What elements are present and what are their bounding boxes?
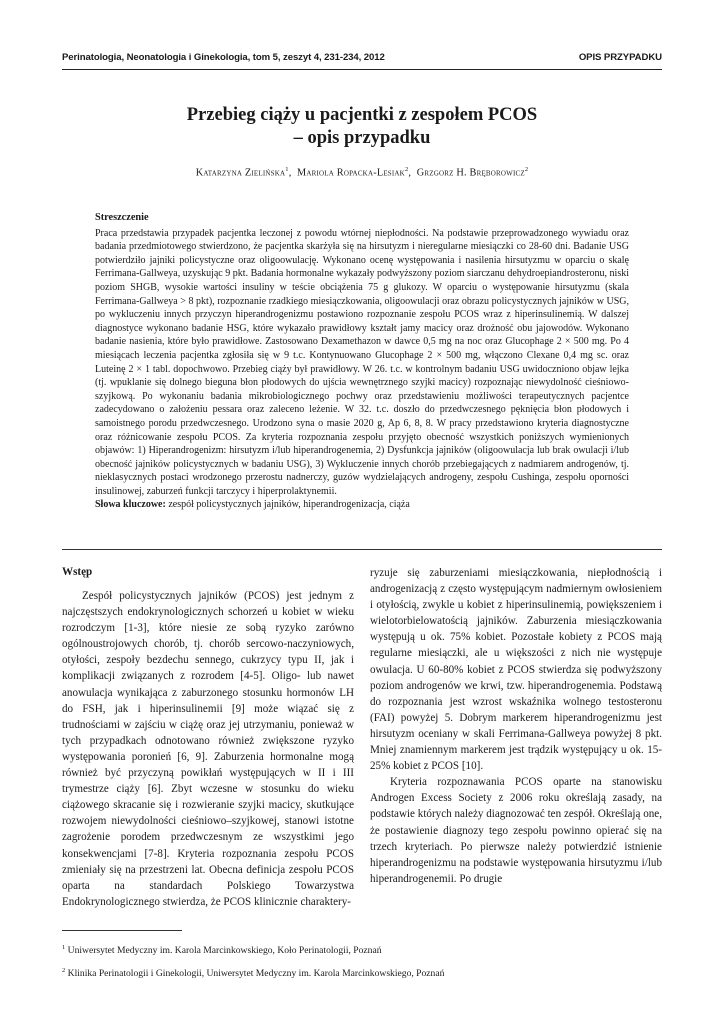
author-affiliation-mark: 2 [404,166,409,173]
author-affiliation-mark: 2 [524,166,529,173]
body-paragraph: Kryteria rozpoznawania PCOS oparte na stanowisku Androgen Excess Society z 2006 roku określają zasady, na podstawie których należy diagnozować ten zespół. Określają one, że postawienie diagnozy tego zespołu powinno opierać się na trzech kryteriach. Po pierwsze należy potwierdzić istnienie hiperandrogenizmu na podstawie występowania hirsutyzmu i/lub hiperandrogenemii. Po drugie [370,776,662,885]
footnote-text: Klinika Perinatologii i Ginekologii, Uniwersytet Medyczny im. Karola Marcinkowskiego, Poznań [67,968,445,980]
title-line-2: – opis przypadku [293,128,431,148]
footnote-text: Uniwersytet Medyczny im. Karola Marcinkowskiego, Koło Perinatologii, Poznań [67,945,382,957]
author-affiliation-mark: 1 [285,166,289,173]
abstract-section [95,211,629,512]
keywords-text: zespół policystycznych jajników, hiperandrogenizacja, ciąża [168,499,410,511]
footnote-mark: 1 [62,944,66,951]
article-title [62,104,662,150]
footnote-mark: 2 [62,967,66,975]
body-column-left [62,564,354,910]
header-divider [62,69,662,70]
author-list: Katarzyna Zielińska$^1$, Mariola Ropacka-Lesiak$^2$, Grzgorz H. Bręborowicz$^2$ [195,166,529,179]
body-column-right [370,565,662,887]
abstract-text: Praca przedstawia przypadek pacjentka leczonej z powodu wtórnej niepłodności. Na podstawie przeprowadzonego wywiadu oraz badania przedmiotowego stwierdzono, że pacjentka skarżyła się na hirsutyzm i nieregularne miesiączki co 28-60 dni. Badanie USG potwierdziło jajniki policystyczne oraz oligoowulację. Wykonano ocenę występowania i nasilenia hirsutyzmu w oparciu o skalę Ferrimana-Gallweya, uzyskując 9 pkt. Badania hormonalne wykazały podwyższony poziom siarczanu dehydroepiandrosteronu, niski poziom SHGB, wysokie wartości insuliny w teście obciążenia 75 g glukozy. W oparciu o występowanie hirsutyzmu (skala Ferrimana-Gallweya > 8 pkt), rozpoznanie rzadkiego miesiączkowania, oligoowulacji oraz obrazu policystycznych jajników w USG, po wykluczeniu innych przyczyn hiperandrogenizmu postawiono rozpoznanie zespołu PCOS wraz z hiperinsulinemią. W dalszej diagnostyce wykonano badanie HSG, które wykazało prawidłowy kształt jamy macicy oraz drożność obu jajowodów. Wykonano badanie nasienia, które było prawidłowe. Zastosowano Dexamethazon w dawce 0,5 mg na noc oraz Glucophage 2 × 500 mg. Po 4 miesiącach leczenia pacjentka zgłosiła się w 9 t.c. Kontynuowano Glucophage 2 × 500 mg, włączono Clexane 0,4 mg sc. oraz Luteinę 2 × 1 tabl. dopochwowo. Przebieg ciąży był prawidłowy. W 26. t.c. w kontrolnym badaniu USG uwidoczniono objaw lejka (tj. wpuklanie się dolnego bieguna błon płodowych do ujścia wewnętrznego szyjki macicy) rozpoznając niewydolność cieśniowo-szyjkową. Po wykonaniu badania mikrobiologicznego pochwy oraz przedstawieniu możliwości terapeutycznych pacjentce zadecydowano o założeniu pessara oraz zaleceno leżenie. W 32. t.c. doszło do przedwczesnego pęknięcia błon płodowych i samoistnego porodu przedwczesnego. Urodzono syna o masie 2020 g, Ap 6, 8, 8. W pracy przedstawiono kryteria diagnostyczne oraz różnicowanie zespołu PCOS. Za kryteria rozpoznania zespołu przyjęto obecność wszystkich poniższych wymienionych objawów: 1) Hiperandrogenizm: hirsutyzm i/lub hiperandrogenemia, 2) Dysfunkcja jajników (oligoowulacja lub brak owulacji i/lub obecność jajników policystycznych w badaniu USG), 3) Wykluczenie innych chorób przebiegających z nadmiarem androgenów, tj. nieklasycznych postaci wrodzonego przerostu nadnerczy, guzów wydzielających androgeny, zespołu Cushinga, zespołu oporności insulinowej, zaburzeń funkcji tarczycy i hiperprolaktynemii. [95,227,629,497]
author-name: Mariola Ropacka-Lesiak [297,167,405,179]
abstract-heading: Streszczenie [95,212,149,223]
section-heading-introduction: Wstęp [62,566,93,578]
keywords-label: Słowa kluczowe: [95,499,166,511]
article-type-label: OPIS PRZYPADKU [578,52,662,63]
keywords-line [95,498,629,512]
abstract-divider [62,549,662,550]
body-paragraph: ryzuje się zaburzeniami miesiączkowania, niepłodnością i androgenizacją z często występującym nadmiernym owłosieniem i otyłością, zwykle u kobiet z hiperinsulinemią, powiększeniem i wielotorbielowatością jajników. Zaburzenia miesiączkowania występują u ok. 75% kobiet. Pozostałe kobiety z PCOS mają regularne miesiączki, ale u większości z nich nie występuje owulacja. U 60-80% kobiet z PCOS stwierdza się podwyższony poziom androgenów we krwi, tzw. hiperandrogenemia. Podstawą do rozpoznania jest wzrost wskaźnika wolnego testosteronu (FAI) powyżej 5. Dobrym markerem hiperandrogenizmu jest hirsutyzm oceniany w skali Ferrimana-Gallweya powyżej 8 pkt. Mniej znamiennym markerem jest trądzik występujący u ok. 15-25% kobiet z PCOS [10]. [370,567,662,773]
author-name: Grzgorz H. Bręborowicz [416,167,525,179]
body-paragraph: Zespół policystycznych jajników (PCOS) jest jednym z najczęstszych endokrynologicznych schorzeń u kobiet w wieku rozrodczym [1-3], które niesie ze sobą ryzyko zarówno ogólnoustrojowych chorób, tj. chorób sercowo-naczyniowych, otyłości, zespoły bezdechu sennego, cukrzycy typu II, jak i komplikacji związanych z rozrodem [4-5]. Oligo- lub nawet anowulacja wynikająca z zaburzonego stosunku hormonów LH do FSH, jak i hiperinsulinemii [9] może wiązać się z trudnościami w zajściu w ciążę oraz jej utrzymaniu, ponieważ w tych przypadkach odnotowano również zwiększone ryzyko występowania poronień [6, 9]. Zaburzenia hormonalne mogą również być przyczyną powikłań występujących w II i III trymestrze ciąży [6]. Zbyt wczesne w stosunku do wieku ciążowego skracanie się i rozwieranie szyjki macicy, skutkujące rozwojem niewydolności cieśniowo–szyjkowej, stanowi istotne zagrożenie porodem przedwczesnym ze wszystkimi jego konsekwencjami [7-8]. Kryteria rozpoznania zespołu PCOS zmieniały się na przestrzeni lat. Obecna definicja zespołu PCOS oparta na standardach Polskiego Towarzystwa Endokrynologicznego stwierdza, że PCOS klinicznie charaktery- [62,590,354,908]
footnote-divider [62,930,182,931]
title-line-1: Przebieg ciąży u pacjentki z zespołem PCOS [186,105,538,125]
journal-citation: Perinatologia, Neonatologia i Ginekologia, tom 5, zeszyt 4, 231-234, 2012 [62,52,385,63]
running-header [62,52,662,66]
footnote-item [62,938,662,961]
footnotes [62,938,662,984]
footnote-item [62,961,662,984]
author-name: Katarzyna Zielińska [195,167,286,179]
